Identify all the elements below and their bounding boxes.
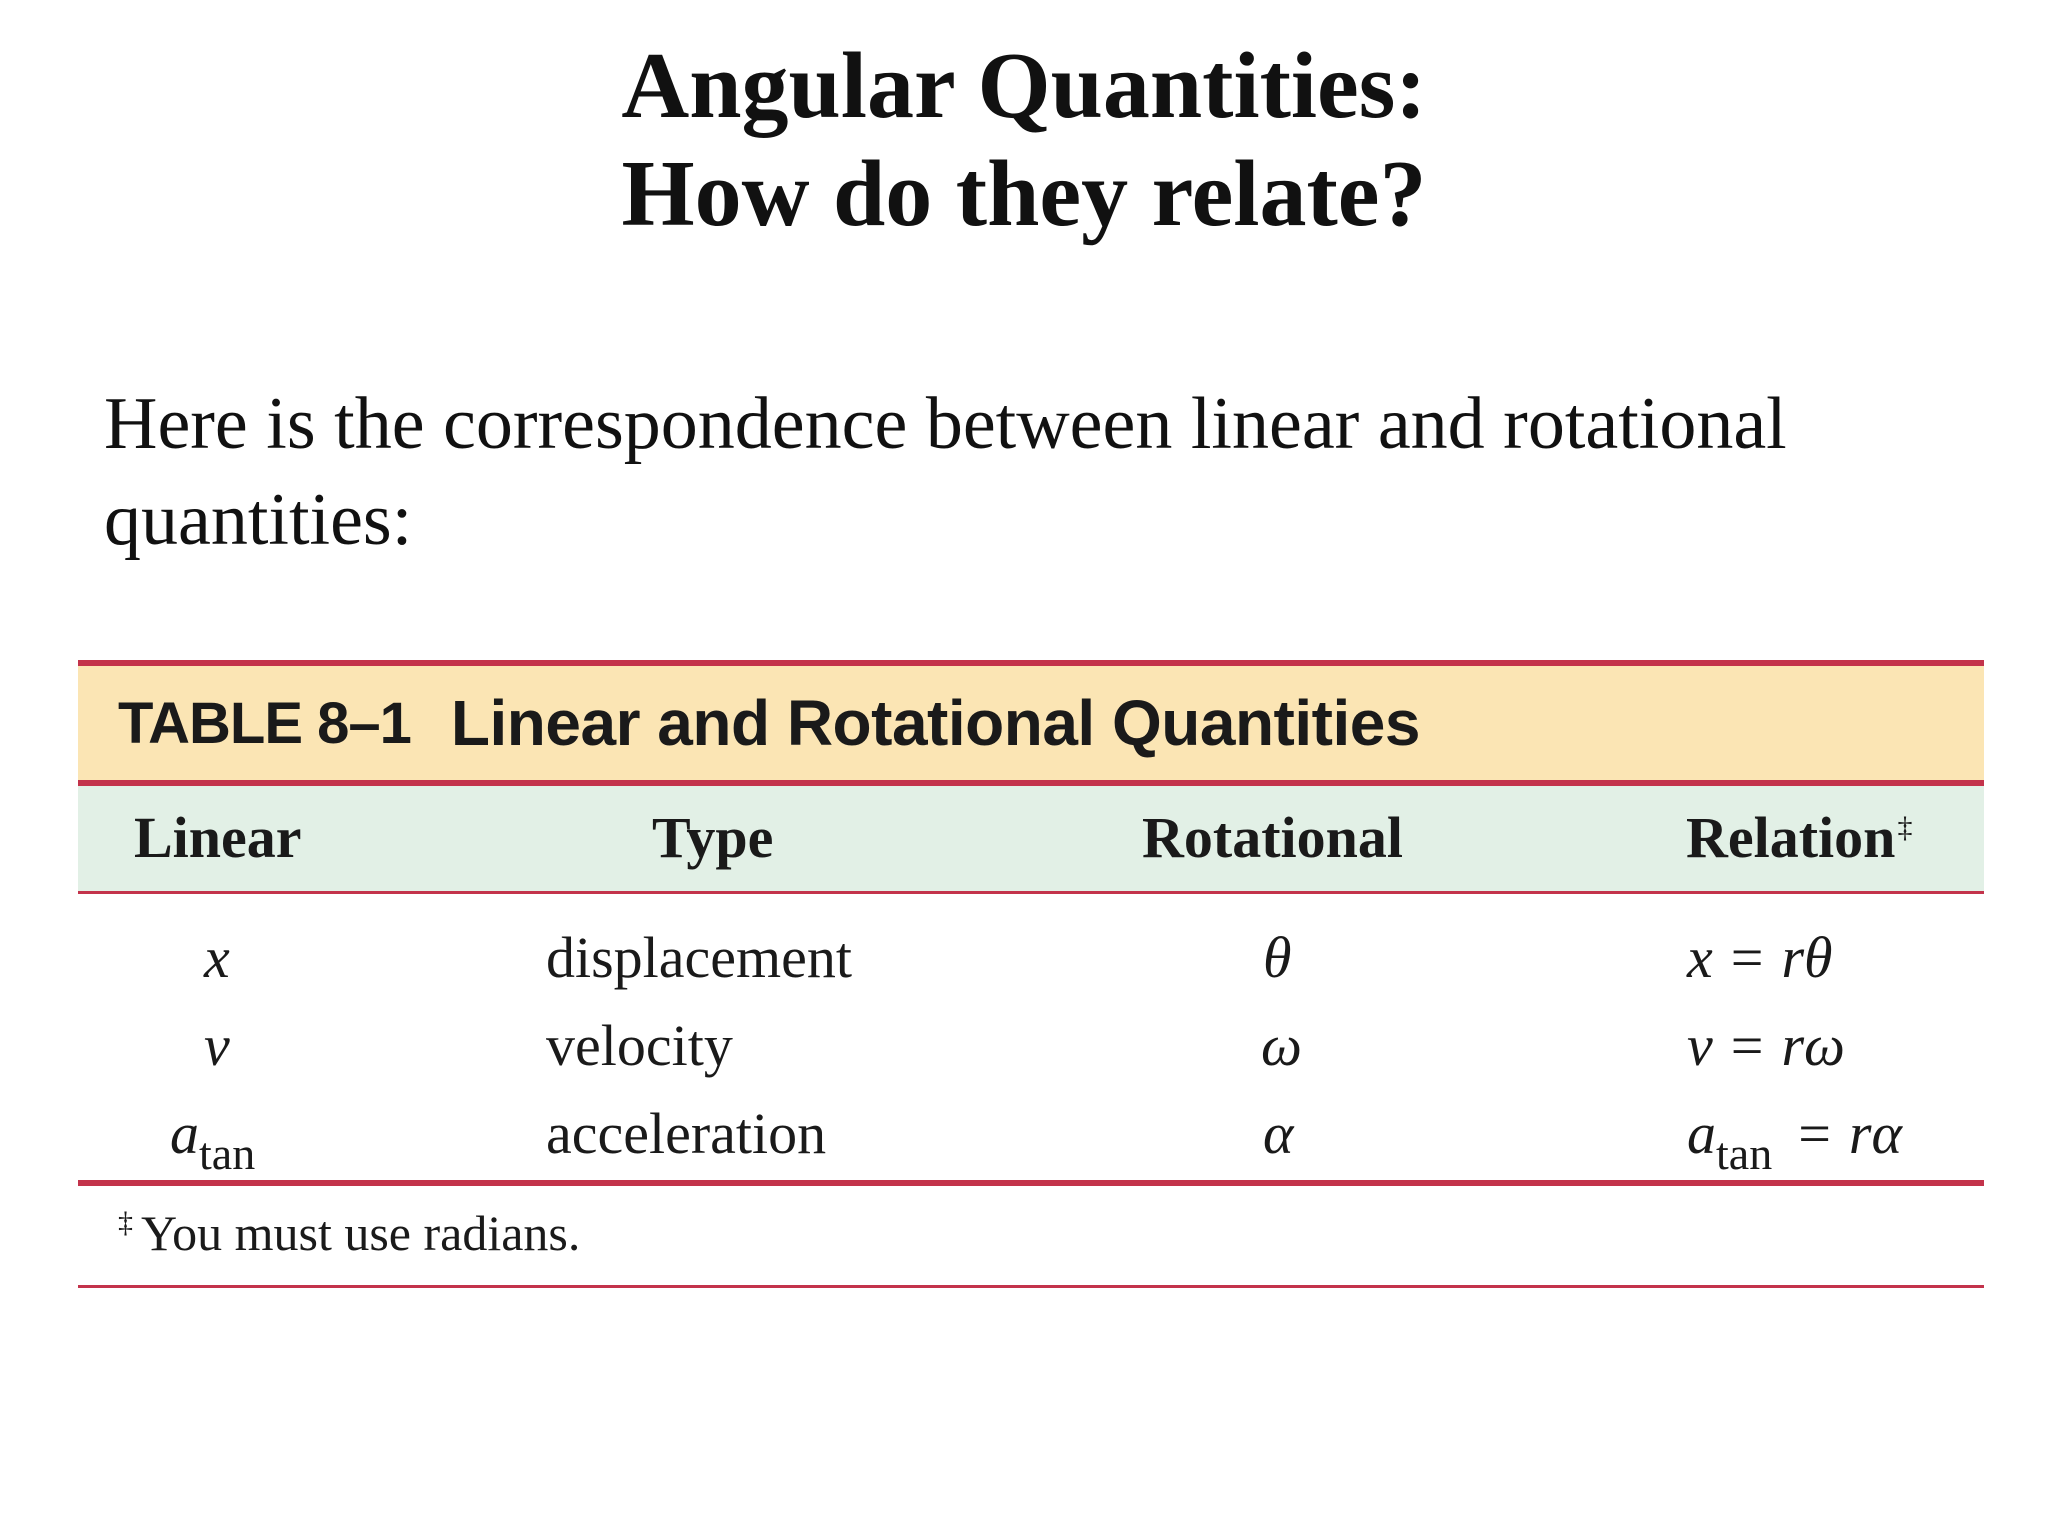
rotational-symbol: θ xyxy=(1263,925,1292,990)
slide-title xyxy=(0,32,2048,248)
quantity-type: velocity xyxy=(546,1013,733,1078)
linear-symbol-base: a xyxy=(170,1101,199,1166)
title-line-2: How do they relate? xyxy=(621,142,1427,246)
relation-lhs-subscript: tan xyxy=(1716,1128,1773,1179)
relation-equals: = xyxy=(1730,1013,1764,1078)
relation-rhs: rα xyxy=(1848,1101,1902,1166)
table-number: TABLE 8–1 xyxy=(118,690,411,756)
column-header-rotational: Rotational xyxy=(1142,805,1403,870)
column-header-relation xyxy=(1686,804,1912,871)
table-footnote-row xyxy=(78,1186,1984,1288)
table-row xyxy=(78,1002,1984,1090)
linear-symbol-base: v xyxy=(204,1013,230,1078)
table-row xyxy=(78,914,1984,1002)
quantities-table xyxy=(78,660,1984,1288)
column-header-row xyxy=(78,786,1984,894)
table-footnote xyxy=(118,1204,580,1262)
footnote-mark: ‡ xyxy=(118,1206,133,1240)
column-header-type: Type xyxy=(652,805,774,870)
linear-symbol xyxy=(204,914,230,1006)
linear-symbol xyxy=(170,1090,255,1182)
linear-symbol-base: x xyxy=(204,925,230,990)
relation-footnote-mark: ‡ xyxy=(1897,810,1913,844)
rotational-symbol: α xyxy=(1263,1101,1294,1166)
relation-equals: = xyxy=(1730,925,1764,990)
relation-formula xyxy=(1687,914,1833,1006)
title-line-1: Angular Quantities: xyxy=(621,34,1427,138)
relation-formula xyxy=(1687,1002,1845,1094)
intro-paragraph: Here is the correspondence between linear and rotational quantities: xyxy=(104,383,1787,561)
relation-rhs: rθ xyxy=(1781,925,1833,990)
table-name: Linear and Rotational Quantities xyxy=(450,687,1420,759)
quantity-type: acceleration xyxy=(546,1101,827,1166)
relation-formula xyxy=(1687,1090,1902,1182)
relation-lhs: a xyxy=(1687,1101,1716,1166)
column-header-relation-label: Relation xyxy=(1686,805,1896,870)
linear-symbol xyxy=(204,1002,230,1094)
relation-equals: = xyxy=(1798,1101,1831,1166)
quantity-type: displacement xyxy=(546,925,853,990)
linear-symbol-subscript: tan xyxy=(199,1128,256,1179)
table-body xyxy=(78,894,1984,1186)
footnote-text: You must use radians. xyxy=(141,1205,581,1261)
rotational-symbol: ω xyxy=(1261,1013,1302,1078)
relation-lhs: v xyxy=(1687,1013,1713,1078)
column-header-linear: Linear xyxy=(134,805,302,870)
relation-lhs: x xyxy=(1687,925,1713,990)
table-caption xyxy=(78,660,1984,786)
relation-rhs: rω xyxy=(1781,1013,1845,1078)
table-row xyxy=(78,1090,1984,1178)
